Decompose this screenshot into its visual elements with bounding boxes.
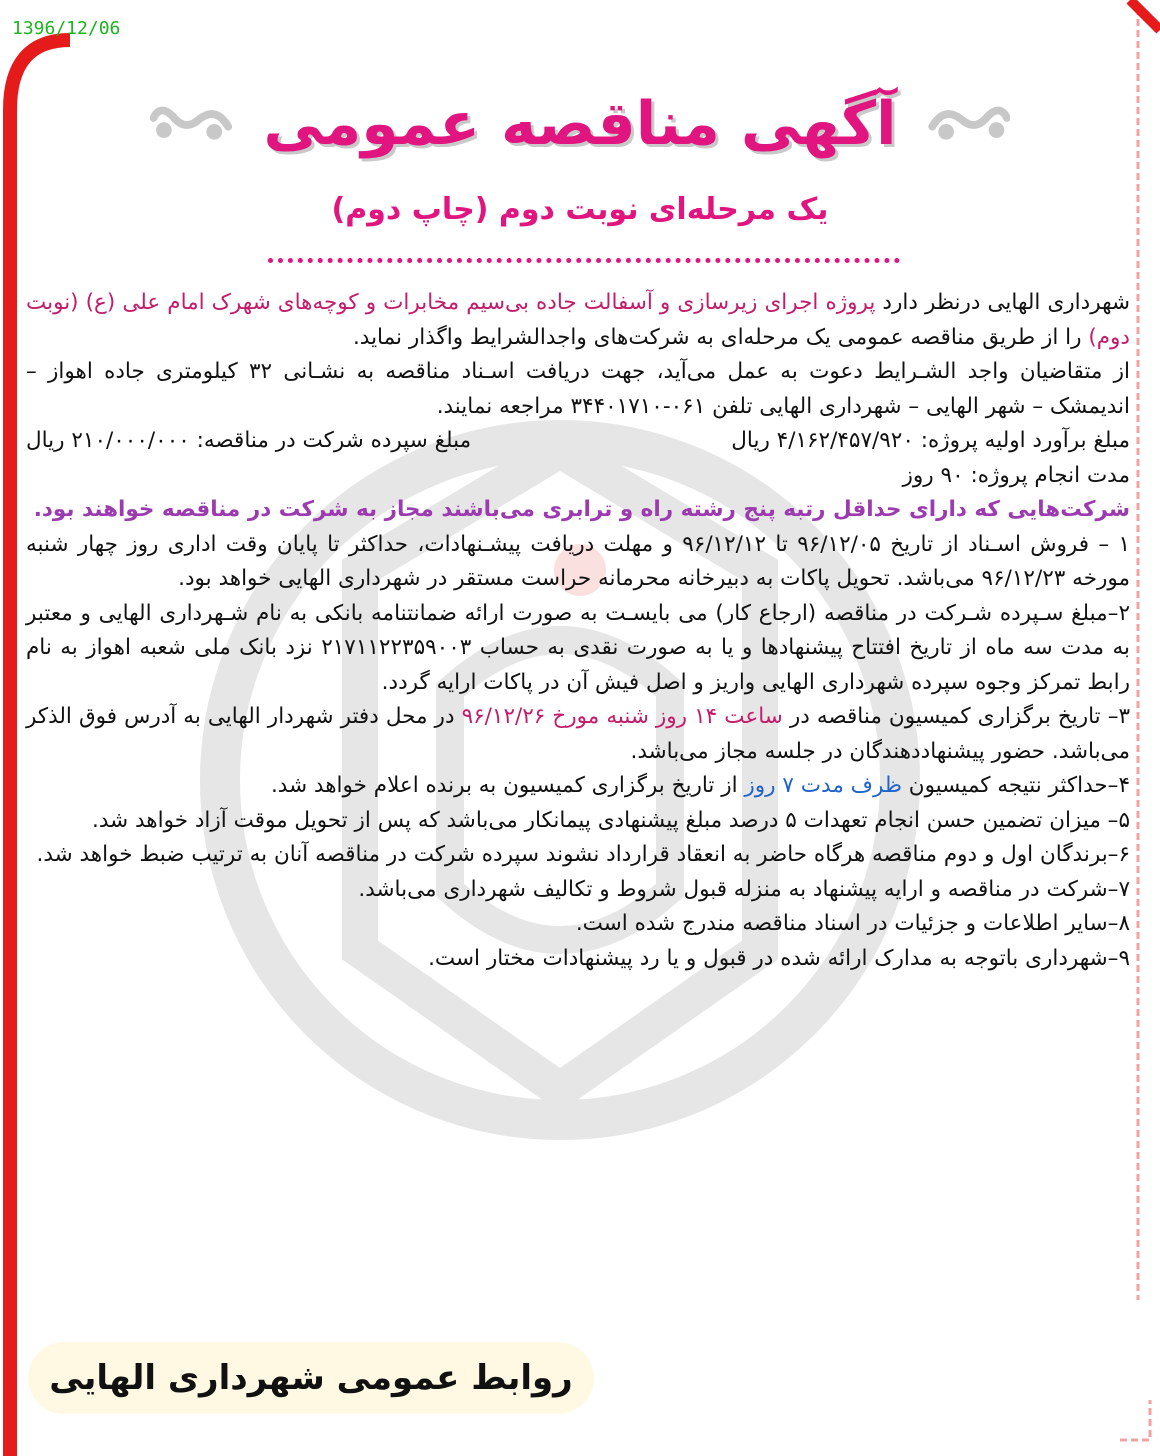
subtitle: یک مرحله‌ای نوبت دوم (چاپ دوم) [331, 192, 829, 227]
amount-row [26, 424, 1130, 459]
item-4 [26, 769, 1130, 804]
invite-paragraph: از متقاضیان واجد الشـرایط دعوت به عمل می‌آید، جهت دریافت اسـناد مناقصه به نشـانی ۳۲ کیلومتری جاده اهواز – اندیمشک – شهر الهایی – شهرداری الهایی تلفن ۰۶۱-۳۴۴۰۱۷۱۰ مراجعه نمایند. [26, 359, 1130, 419]
estimate-amount: مبلغ برآورد اولیه پروژه: ۴/۱۶۲/۴۵۷/۹۲۰ ریال [731, 428, 1130, 453]
item-7: ۷–شرکت در مناقصه و ارایه پیشنهاد به منزله قبول شروط و تکالیف شهرداری می‌باشد. [358, 876, 1130, 902]
item-8: ۸–سایر اطلاعات و جزئیات در اسناد مناقصه مندرج شده است. [575, 911, 1130, 936]
item-4-lead: ۴–حداکثر نتیجه کمیسیون [901, 773, 1130, 798]
item-6: ۶–برندگان اول و دوم مناقصه هرگاه حاضر به انعقاد قرارداد نشوند سپرده شرکت در مناقصه آنان به ترتیب ضبط خواهد شد. [36, 842, 1130, 867]
dotted-divider [268, 258, 900, 263]
ornament-left-icon [150, 97, 233, 151]
item-5: ۵– میزان تضمین حسن انجام تعهدات ۵ درصد مبلغ پیشنهادی پیمانکار می‌باشد که پس از تحویل موقت آزاد خواهد شد. [92, 807, 1130, 833]
date-stamp: 1396/12/06 [12, 18, 121, 39]
main-title: آگهی مناقصه عمومی [263, 89, 897, 159]
ornament-right-icon [927, 97, 1010, 151]
item-3 [26, 700, 1130, 769]
result-deadline: ظرف مدت ۷ روز [744, 773, 902, 798]
qualification-note: شرکت‌هایی که دارای حداقل رتبه پنج رشته راه و ترابری می‌باشند مجاز به شرکت در مناقصه خواهند بود. [33, 497, 1130, 522]
item-2: ۲–مبلغ سـپرده شـرکت در مناقصه (ارجاع کار) می بایسـت به صورت ارائه ضمانتنامه بانکی به نام شـهرداری الهایی و معتبر به مدت سه ماه از تاریخ افتتاح پیشنهادها و یا به صورت نقدی به حساب ۲۱۷۱۱۲۲۳۵۹۰۰۳ نزد بانک ملی شعبه اهواز به نام رابط تمرکز وجوه سپرده شهرداری الهایی واریز و اصل فیش آن در پاکات ارایه گردد. [26, 600, 1130, 695]
project-duration: مدت انجام پروژه: ۹۰ روز [902, 462, 1130, 488]
footer-signature-box [28, 1342, 594, 1414]
item-3-tail: در محل دفتر شهردار الهایی به آدرس فوق الذکر می‌باشد. حضور پیشنهاددهندگان در جلسه مجاز می‌باشد. [26, 704, 1130, 764]
commission-time: ساعت ۱۴ روز شنبه مورخ ۹۶/۱۲/۲۶ [461, 704, 783, 729]
project-name: پروژه اجرای زیرسازی و آسفالت جاده بی‌سیم مخابرات و کوچه‌های شهرک امام علی (ع) (نوبت دوم) [26, 290, 1130, 350]
intro-lead: شهرداری الهایی درنظر دارد [875, 290, 1131, 315]
item-4-tail: از تاریخ برگزاری کمیسیون به برنده اعلام خواهد شد. [270, 773, 745, 798]
ad-body [26, 286, 1130, 976]
title-row [150, 74, 1010, 174]
item-3-lead: ۳– تاریخ برگزاری کمیسیون مناقصه در [782, 704, 1131, 729]
item-1: ۱ – فروش اسـناد از تاریخ ۹۶/۱۲/۰۵ تا ۹۶/۱۲/۱۲ و مهلت دریافت پیشـنهادات، حداکثر تا پایان وقت اداری روز چهار شنبه مورخه ۹۶/۱۲/۲۳ می‌باشد. تحویل پاکات به دبیرخانه محرمانه حراست مستقر در شهرداری الهایی خواهد بود. [26, 531, 1131, 591]
item-9: ۹–شهرداری باتوجه به مدارک ارائه شده در قبول و یا رد پیشنهادات مختار است. [428, 945, 1130, 971]
deposit-amount: مبلغ سپرده شرکت در مناقصه: ۲۱۰/۰۰۰/۰۰۰ ریال [26, 428, 472, 453]
intro-paragraph [26, 286, 1130, 355]
intro-tail: را از طریق مناقصه عمومی یک مرحله‌ای به شرکت‌های واجدالشرایط واگذار نماید. [352, 324, 1089, 350]
footer-signature: روابط عمومی شهرداری الهایی [49, 1358, 573, 1398]
